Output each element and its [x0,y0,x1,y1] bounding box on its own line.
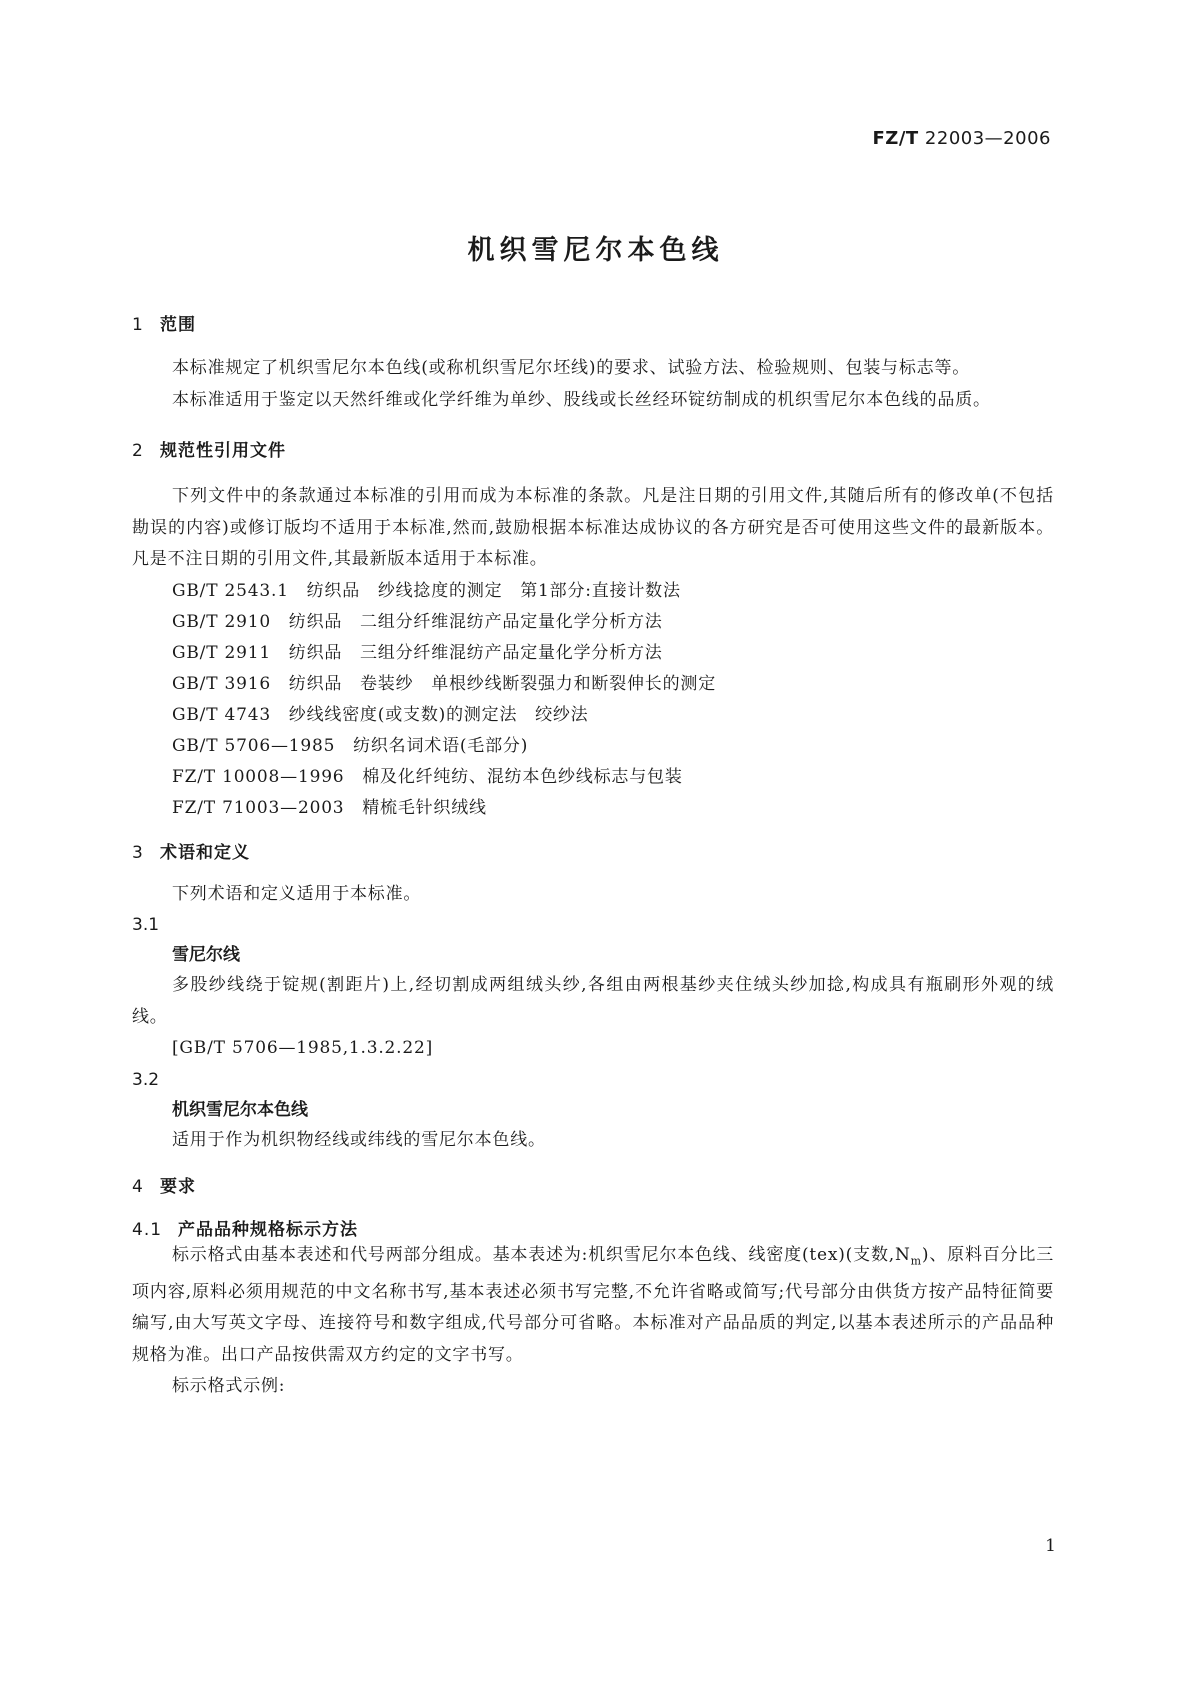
section-number: 4 [132,1177,144,1197]
paragraph-text-part: )、原料百分比三项内容,原料必须用规范的中文名称书写,基本表述必须书写完整,不允许省略或简写;代号部分由供货方按产品特征简要编写,由大写英文字母、连接符号和数字组成,代号部分可省略。本标准对产品品质的判定,以基本表述所示的产品品种规格为准。出口产品按供需双方约定的文字书写。 [132,1245,1054,1365]
section-1-heading [132,310,1054,335]
reference-item: GB/T 3916 纺织品 卷装纱 单根纱线断裂强力和断裂伸长的测定 [172,673,717,694]
subsection-title: 产品品种规格标示方法 [178,1220,358,1240]
term-name: 机织雪尼尔本色线 [172,1099,308,1120]
subsection-number: 4.1 [132,1220,163,1240]
reference-item: GB/T 2911 纺织品 三组分纤维混纺产品定量化学分析方法 [172,642,663,663]
term-number: 3.2 [132,1069,160,1090]
standard-code [872,128,1051,149]
section-2-heading [132,436,1054,461]
reference-item: GB/T 2910 纺织品 二组分纤维混纺产品定量化学分析方法 [172,611,663,632]
section-3-heading [132,838,1054,863]
reference-item: FZ/T 71003—2003 精梳毛针织绒线 [172,797,487,818]
reference-item: GB/T 4743 纱线线密度(或支数)的测定法 绞纱法 [172,704,589,725]
section-number: 1 [132,315,144,335]
reference-item: FZ/T 10008—1996 棉及化纤纯纺、混纺本色纱线标志与包装 [172,766,683,787]
term-source: [GB/T 5706—1985,1.3.2.22] [172,1038,434,1058]
paragraph: 标示格式示例: [172,1376,286,1397]
paragraph: 本标准规定了机织雪尼尔本色线(或称机织雪尼尔坯线)的要求、试验方法、检验规则、包装与标志等。 [172,358,971,378]
standard-code-number: 22003—2006 [924,128,1051,149]
term-definition: 多股纱线绕于锭规(割距片)上,经切割成两组绒头纱,各组由两根基纱夹住绒头纱加捻,构成具有瓶刷形外观的绒线。 [132,975,1054,1027]
reference-item: GB/T 5706—1985 纺织名词术语(毛部分) [172,735,529,756]
paragraph: 本标准适用于鉴定以天然纤维或化学纤维为单纱、股线或长丝经环锭纺制成的机织雪尼尔本色线的品质。 [172,389,991,410]
term-definition: 适用于作为机织物经线或纬线的雪尼尔本色线。 [172,1129,546,1150]
page-number: 1 [1045,1536,1056,1556]
document-body [132,315,1054,1403]
paragraph-text-part: 标示格式由基本表述和代号两部分组成。基本表述为:机织雪尼尔本色线、线密度(tex)(支数,N [172,1245,911,1265]
paragraph: 下列文件中的条款通过本标准的引用而成为本标准的条款。凡是注日期的引用文件,其随后所有的修改单(不包括勘误的内容)或修订版均不适用于本标准,然而,鼓励根据本标准达成协议的各方研究是否可使用这些文件的最新版本。凡是不注日期的引用文件,其最新版本适用于本标准。 [132,486,1054,569]
section-number: 3 [132,842,144,863]
reference-item: GB/T 2543.1 纺织品 纱线捻度的测定 第1部分:直接计数法 [172,580,681,601]
term-number: 3.1 [132,915,160,935]
section-title: 范围 [160,315,196,335]
section-number: 2 [132,441,144,461]
section-title: 规范性引用文件 [160,441,286,461]
section-4-heading [132,1172,1054,1197]
section-title: 术语和定义 [160,842,250,863]
section-title: 要求 [160,1177,196,1197]
paragraph [132,1240,1054,1371]
document-title: 机织雪尼尔本色线 [467,235,724,266]
subscript: m [910,1254,922,1268]
standard-code-prefix: FZ/T [872,128,919,149]
term-name: 雪尼尔线 [172,945,240,965]
subsection-4-1-heading [132,1215,1054,1240]
paragraph: 下列术语和定义适用于本标准。 [172,883,422,904]
